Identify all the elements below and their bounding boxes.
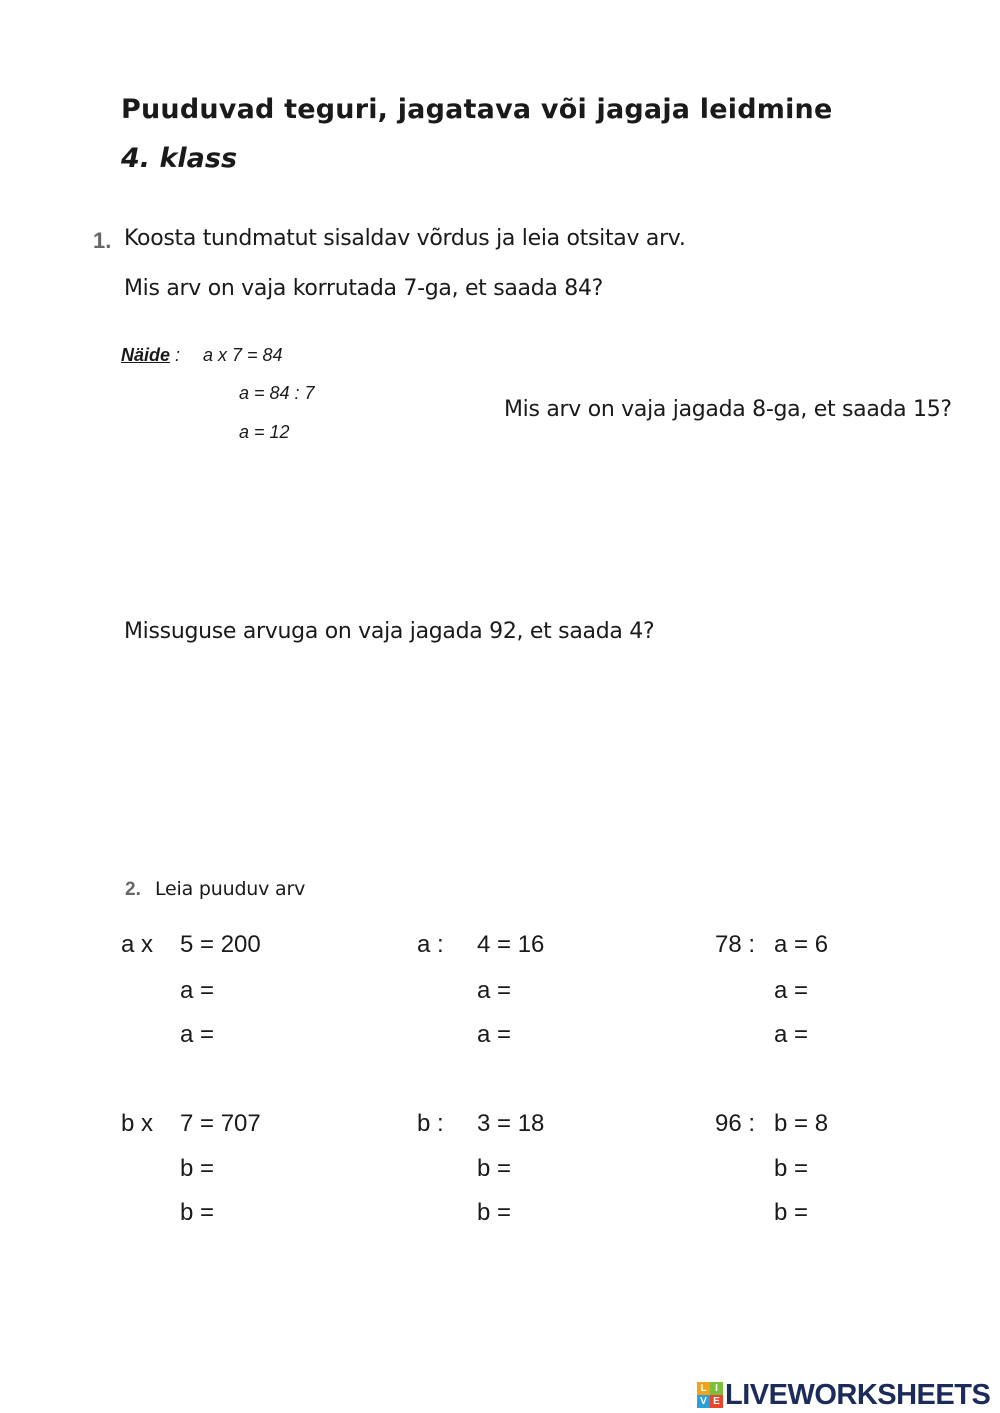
example-colon: : bbox=[175, 345, 181, 365]
c2-r2-answer-1: b = bbox=[477, 1155, 512, 1182]
c1-r1-answer-1: a = bbox=[180, 977, 215, 1004]
task-1-number: 1. bbox=[93, 228, 112, 253]
liveworksheets-logo-icon bbox=[697, 1382, 723, 1408]
task-2-number: 2. bbox=[125, 879, 141, 900]
c2-r2-prefix: b : bbox=[417, 1110, 444, 1137]
c1-r2-prefix: b x bbox=[121, 1110, 154, 1137]
c3-r1-equation: a = 6 bbox=[774, 931, 829, 958]
page-subtitle: 4. klass bbox=[121, 143, 238, 174]
example-line-3: a = 12 bbox=[239, 422, 290, 442]
c1-r1-answer-2: a = bbox=[180, 1021, 215, 1048]
c2-r1-answer-2: a = bbox=[477, 1021, 512, 1048]
c3-r2-answer-2: b = bbox=[774, 1199, 809, 1226]
example-line-2: a = 84 : 7 bbox=[239, 383, 315, 403]
c2-r1-answer-1: a = bbox=[477, 977, 512, 1004]
c2-r1-equation: 4 = 16 bbox=[477, 931, 545, 958]
example-line-1: a x 7 = 84 bbox=[203, 345, 283, 365]
logo-letter-v: V bbox=[697, 1395, 710, 1408]
task-1-question-c: Missuguse arvuga on vaja jagada 92, et saada 4? bbox=[124, 619, 655, 644]
c1-r1-equation: 5 = 200 bbox=[180, 931, 261, 958]
c1-r2-equation: 7 = 707 bbox=[180, 1110, 261, 1137]
page-title: Puuduvad teguri, jagatava või jagaja leidmine bbox=[121, 94, 833, 125]
c3-r1-prefix: 78 : bbox=[715, 931, 756, 958]
logo-letter-i: I bbox=[710, 1382, 723, 1395]
task-2-instruction: Leia puuduv arv bbox=[155, 878, 306, 900]
c2-r2-equation: 3 = 18 bbox=[477, 1110, 545, 1137]
c1-r2-answer-1: b = bbox=[180, 1155, 215, 1182]
task-1-instruction: Koosta tundmatut sisaldav võrdus ja leia otsitav arv. bbox=[124, 226, 686, 251]
c3-r1-answer-2: a = bbox=[774, 1021, 809, 1048]
c2-r1-prefix: a : bbox=[417, 931, 444, 958]
c2-r2-answer-2: b = bbox=[477, 1199, 512, 1226]
task-1-question-a: Mis arv on vaja korrutada 7-ga, et saada 84? bbox=[124, 276, 604, 301]
c3-r2-equation: b = 8 bbox=[774, 1110, 829, 1137]
c3-r2-answer-1: b = bbox=[774, 1155, 809, 1182]
c1-r1-prefix: a x bbox=[121, 931, 154, 958]
example-label: Näide bbox=[121, 345, 171, 365]
liveworksheets-logo[interactable] bbox=[697, 1378, 990, 1412]
task-1-question-b: Mis arv on vaja jagada 8-ga, et saada 15? bbox=[504, 397, 952, 422]
c1-r2-answer-2: b = bbox=[180, 1199, 215, 1226]
c3-r1-answer-1: a = bbox=[774, 977, 809, 1004]
logo-letter-l: L bbox=[697, 1382, 710, 1395]
logo-letter-e: E bbox=[710, 1395, 723, 1408]
c3-r2-prefix: 96 : bbox=[715, 1110, 756, 1137]
liveworksheets-logo-text: LIVEWORKSHEETS bbox=[725, 1378, 991, 1411]
